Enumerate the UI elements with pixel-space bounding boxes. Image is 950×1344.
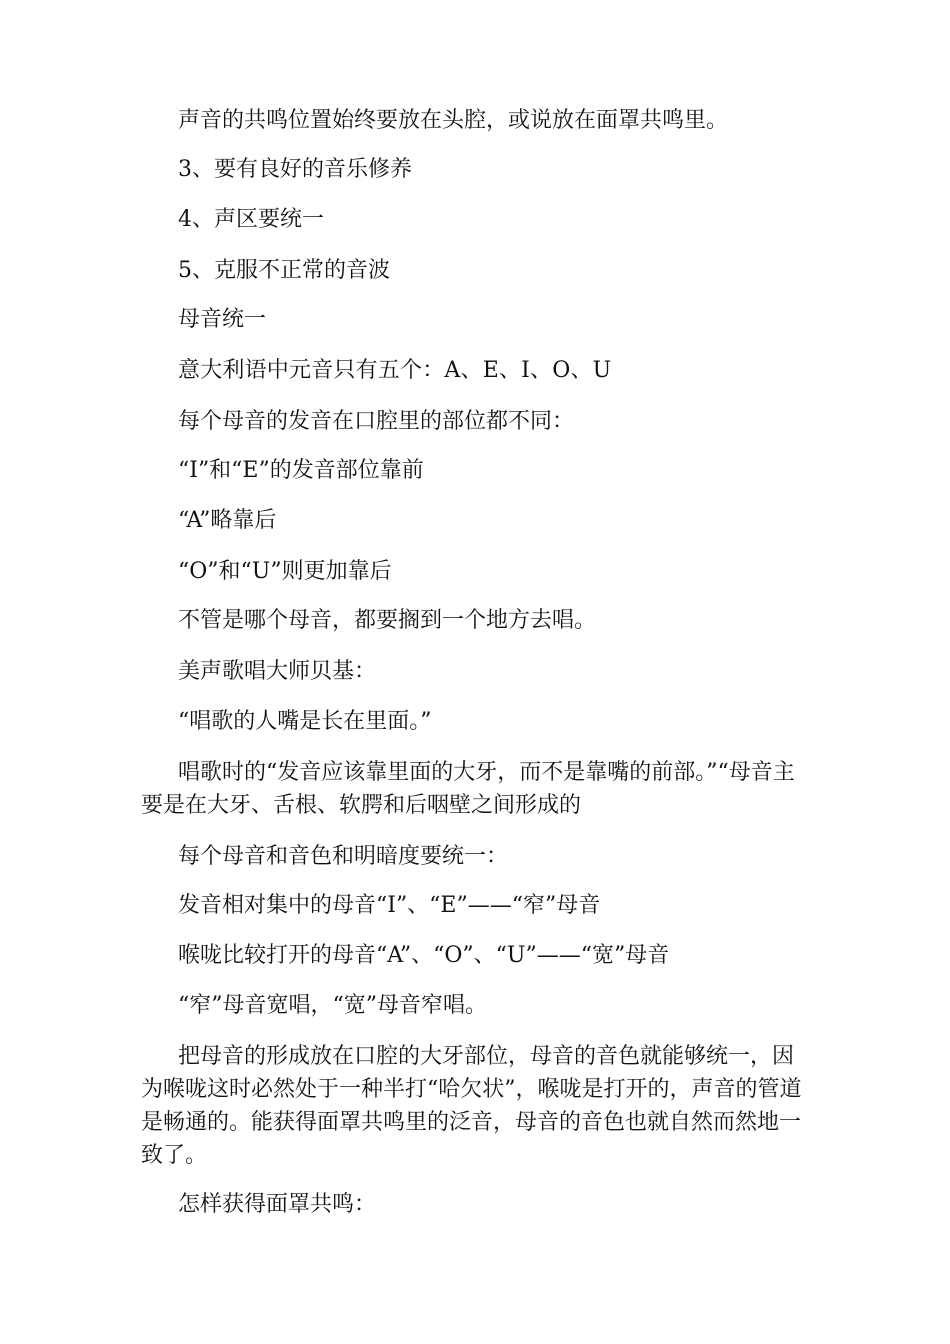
paragraph-same-place: 不管是哪个母音，都要搁到一个地方去唱。 [178,608,597,633]
paragraph-unified-timbre: 把母音的形成放在口腔的大牙部位，母音的音色就能够统一，因为喉咙这时必然处于一种半打“哈欠状”，喉咙是打开的，声音的管道是畅通的。能获得面罩共鸣里的泛音，母音的音色也就自然而然地一致了。 [141,1044,802,1168]
paragraph-vocal-register: 4、声区要统一 [178,207,324,232]
paragraph-bechi-quote: “唱歌的人嘴是长在里面。” [178,709,432,734]
paragraph-vowel-unity-heading: 母音统一 [178,307,267,332]
paragraph-wide-vowels: 喉咙比较打开的母音“A”、“O”、“U”——“宽”母音 [178,943,670,968]
paragraph-bechi: 美声歌唱大师贝基： [178,659,377,684]
paragraph-how-to-resonate: 怎样获得面罩共鸣： [178,1192,377,1217]
paragraph-music-training: 3、要有良好的音乐修养 [178,157,412,182]
paragraph-narrow-vowels: 发音相对集中的母音“I”、“E”——“窄”母音 [178,893,601,918]
paragraph-resonance-position: 声音的共鸣位置始终要放在头腔，或说放在面罩共鸣里。 [178,108,729,133]
document-page [141,104,805,1221]
paragraph-sing-opposite: “窄”母音宽唱，“宽”母音窄唱。 [178,993,487,1018]
paragraph-italian-vowels: 意大利语中元音只有五个：A、E、I、O、U [178,358,612,383]
paragraph-timbre-unity: 每个母音和音色和明暗度要统一： [178,844,509,869]
paragraph-abnormal-wave: 5、克服不正常的音波 [178,258,390,283]
paragraph-i-e-front: “I”和“E”的发音部位靠前 [178,458,424,483]
paragraph-a-back: “A”略靠后 [178,508,277,533]
paragraph-vowel-positions: 每个母音的发音在口腔里的部位都不同： [178,409,575,434]
paragraph-o-u-more-back: “O”和“U”则更加靠后 [178,559,392,584]
paragraph-back-teeth: 唱歌时的“发音应该靠里面的大牙，而不是靠嘴的前部。”“母音主要是在大牙、舌根、软腭和后咽壁之间形成的 [141,760,795,818]
